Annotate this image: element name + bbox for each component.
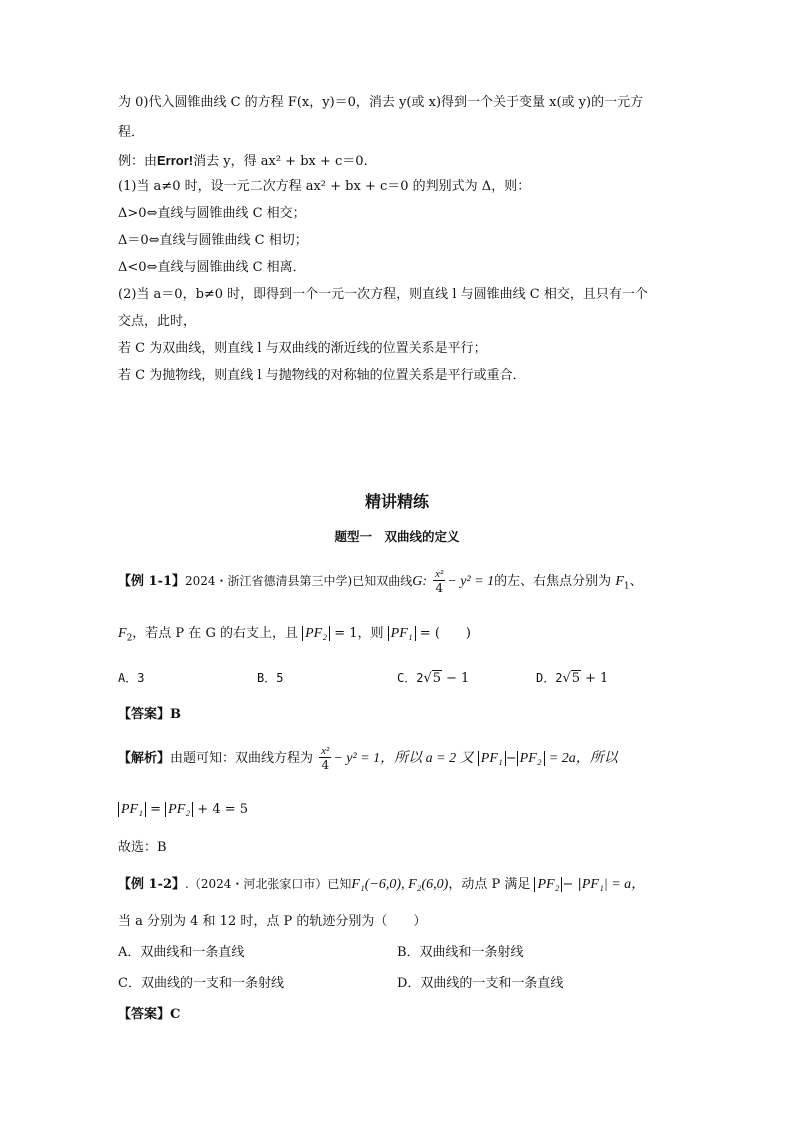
section-subtitle: 题型一 双曲线的定义 [334, 529, 460, 544]
ex1-option-c-label: C．2 [397, 671, 424, 685]
intro-line-5: Δ>0⇔直线与圆锥曲线 C 相交； [118, 206, 306, 221]
ex1-F1-sub: 1 [623, 581, 630, 592]
ex1-frac-num: x² [435, 568, 444, 580]
ex1-option-d-label: D．2 [536, 671, 563, 685]
intro-line-11: 若 C 为抛物线，则直线 l 与抛物线的对称轴的位置关系是平行或重合． [118, 368, 526, 383]
ex1-analysis-fraction [319, 745, 331, 772]
section-title: 精讲精练 [364, 492, 429, 511]
ex1-question-line-1 [118, 566, 643, 602]
ex1-analysis2-tail: + 4 = 5 [197, 802, 249, 817]
ex2-head: 【例 1-2】 [118, 877, 186, 892]
ex1-analysis-line-2 [118, 801, 248, 819]
ex1-source: 2024・浙江省德清县第三中学)已知双曲线 [185, 574, 413, 588]
ex1-sep: 、 [629, 574, 643, 589]
ex2-source: .（2024・河北张家口市）已知 [185, 877, 352, 891]
ex2-question-line-2: 当 a 分别为 4 和 12 时，点 P 的轨迹分别为（ ） [118, 914, 427, 929]
ex1-analysis2-eq: = [150, 802, 162, 817]
ex1-analysis-text-c: = 2a，所以 [548, 751, 618, 766]
ex1-eq-rest: − y² = 1 [447, 574, 495, 589]
ex1-eq2: = ( ) [419, 626, 471, 641]
ex2-question-line-1 [118, 875, 645, 894]
ex1-F2: F [118, 626, 127, 641]
ex2-mid: ，动点 P 满足 [448, 877, 531, 892]
ex2-option-d: D．双曲线的一支和一条直线 [397, 976, 564, 991]
ex1-analysis2-abs-pf1: PF₁ [118, 802, 146, 817]
ex1-analysis-text-b: − y² = 1，所以 a = 2 又 [333, 751, 474, 766]
ex1-F2-sub: 2 [126, 633, 133, 644]
ex1-eq1: = 1，则 [334, 626, 384, 641]
ex1-option-d-radicand: 5 [571, 671, 581, 686]
intro-line-4: (1)当 a≠0 时，设一元二次方程 ax² + bx + c＝0 的判别式为 Δ，则： [118, 179, 531, 194]
ex2-option-a: A．双曲线和一条直线 [118, 945, 245, 960]
intro-line-3-suffix: 消去 y，得 ax² + bx + c＝0. [193, 154, 368, 169]
ex1-curve-name: G: [412, 574, 428, 589]
ex2-pf1: PF₁ [581, 877, 604, 892]
ex1-analysis2-abs-pf2: PF₂ [165, 802, 193, 817]
ex2-answer: 【答案】C [118, 1007, 181, 1022]
ex1-analysis-abs-pf1: PF₁ [478, 751, 506, 766]
intro-line-2: 程． [118, 125, 145, 140]
ex1-head: 【例 1-1】 [118, 574, 186, 589]
intro-line-1: 为 0)代入圆锥曲线 C 的方程 F(x，y)＝0，消去 y(或 x)得到一个关于变量 x(或 y)的一元方 [118, 95, 644, 110]
ex1-fraction [433, 568, 445, 595]
ex1-analysis-text-a: 由题可知：双曲线方程为 [170, 751, 314, 766]
ex2-points: F₁(−6,0), F₂(6,0) [351, 877, 449, 892]
ex1-abs-pf1: PF₁ [388, 626, 416, 641]
ex1-analysis-abs-pf2: PF₂ [517, 751, 545, 766]
intro-line-3-prefix: 例：由 [118, 154, 158, 169]
ex1-line2-text: ，若点 P 在 G 的右支上，且 [132, 626, 298, 641]
ex2-option-b: B．双曲线和一条射线 [397, 945, 524, 960]
ex1-option-c [397, 669, 469, 688]
ex1-option-c-radical: √5 [423, 671, 442, 686]
ex1-choose: 故选：B [118, 840, 167, 855]
ex1-option-d-tail: + 1 [585, 671, 609, 686]
ex1-analysis-minus: − [505, 751, 517, 766]
ex1-tail: 的左、右焦点分别为 [494, 574, 612, 589]
ex1-abs-pf2: PF₂ [302, 626, 330, 641]
ex1-question-line-2 [118, 625, 471, 648]
ex2-abs-pf2: PF₂ [534, 877, 562, 892]
ex1-option-d-radical: √5 [562, 671, 581, 686]
ex1-analysis-line-1 [118, 744, 618, 774]
intro-line-7: Δ<0⇔直线与圆锥曲线 C 相离． [118, 260, 306, 275]
ex1-analysis-frac-den: 4 [321, 758, 330, 772]
ex1-option-b: B．5 [257, 671, 284, 685]
ex1-F1: F [615, 574, 624, 589]
ex1-analysis-frac-num: x² [321, 745, 330, 757]
ex2-minus: − | [562, 877, 582, 892]
ex1-option-d [536, 669, 608, 688]
ex1-option-c-tail: − 1 [446, 671, 470, 686]
intro-line-10: 若 C 为双曲线，则直线 l 与双曲线的渐近线的位置关系是平行； [118, 341, 487, 356]
ex2-option-c: C．双曲线的一支和一条射线 [118, 976, 284, 991]
ex1-option-a: A．3 [118, 671, 145, 685]
intro-line-6: Δ＝0⇔直线与圆锥曲线 C 相切； [118, 233, 308, 248]
intro-line-9: 交点，此时， [118, 314, 197, 329]
ex2-tail: | = a， [603, 877, 646, 892]
ex1-frac-den: 4 [435, 581, 444, 595]
error-marker: Error! [157, 153, 194, 168]
intro-line-3 [118, 152, 368, 171]
ex1-answer: 【答案】B [118, 707, 181, 722]
intro-line-8: (2)当 a＝0，b≠0 时，即得到一个一元一次方程，则直线 l 与圆锥曲线 C 相交，且只有一个 [118, 287, 648, 302]
ex1-option-c-radicand: 5 [432, 671, 442, 686]
ex1-analysis-head: 【解析】 [118, 751, 171, 766]
